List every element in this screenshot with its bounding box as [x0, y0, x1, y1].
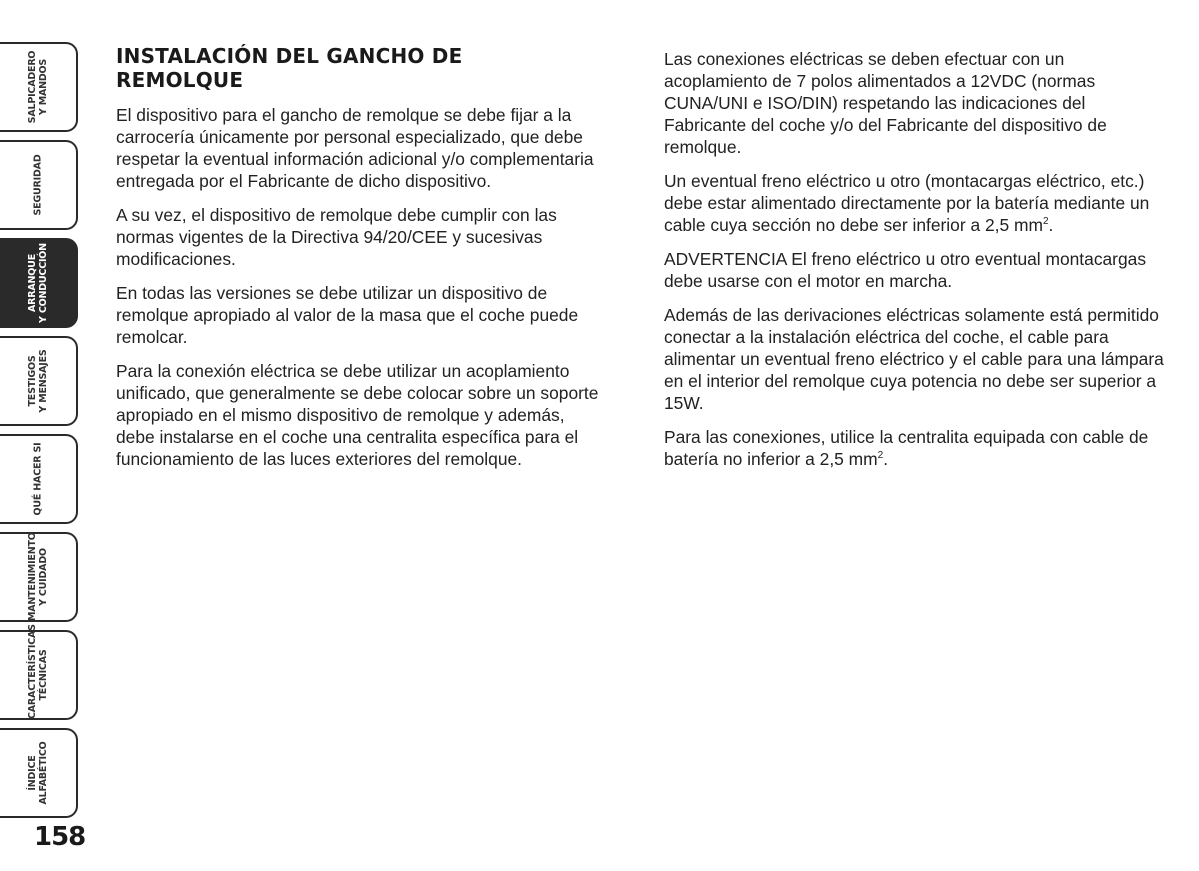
tab-label-line1: MANTENIMIENTO — [27, 532, 38, 621]
paragraph-text: Para las conexiones, utilice la centralita equipada con cable de batería no inferior a 2,5 mm — [664, 427, 1149, 469]
section-title-line2: REMOLQUE — [116, 68, 244, 92]
tab-label-line1: SEGURIDAD — [32, 154, 44, 216]
paragraph: Además de las derivaciones eléctricas solamente está permitido conectar a la instalación eléctrica del coche, el cable para alimentar un eventual freno eléctrico y el cable para una lámpara en el interior del remolque cuya potencia no debe ser superior a 15W. — [664, 305, 1164, 413]
left-column — [116, 44, 606, 482]
warning-paragraph: ADVERTENCIA El freno eléctrico u otro eventual montacargas debe usarse con el motor en marcha. — [664, 249, 1147, 291]
tab-salpicadero[interactable] — [0, 42, 78, 132]
tab-label-line2: Y CONDUCCIÓN — [38, 243, 49, 323]
paragraph-cable-section — [664, 170, 1164, 236]
paragraph: El dispositivo para el gancho de remolque se debe fijar a la carrocería únicamente por personal especializado, que debe respetar la eventual información adicional y/o complementaria entregada por el Fabricante de dicho dispositivo. — [116, 105, 594, 191]
tab-indice[interactable] — [0, 728, 78, 818]
tab-mantenimiento[interactable] — [0, 532, 78, 622]
paragraph: Para la conexión eléctrica se debe utilizar un acoplamiento unificado, que generalmente se debe colocar sobre un soporte apropiado en el mismo dispositivo de remolque y además, debe instalarse en el coche una centralita específica para el funcionamiento de las luces exteriores del remolque. — [116, 361, 599, 469]
section-title — [116, 44, 606, 92]
paragraph: En todas las versiones se debe utilizar un dispositivo de remolque apropiado al valor de la masa que el coche puede remolcar. — [116, 283, 579, 347]
paragraph-end: . — [1048, 215, 1054, 235]
tab-label-line2: TÉCNICAS — [38, 649, 49, 701]
tab-que-hacer-si[interactable] — [0, 434, 78, 524]
superscript: 2 — [877, 450, 884, 462]
page-number: 158 — [34, 822, 86, 852]
tab-caracteristicas[interactable] — [0, 624, 78, 720]
paragraph: Las conexiones eléctricas se deben efectuar con un acoplamiento de 7 polos alimentados a 12VDC (normas CUNA/UNI e ISO/DIN) respetando las indicaciones del Fabricante del coche y/o del Fabricante del dispositivo de remolque. — [664, 49, 1107, 157]
right-column — [664, 48, 1164, 482]
section-title-line1: INSTALACIÓN DEL GANCHO DE — [116, 44, 463, 68]
tab-label-line2: Y MANDOS — [38, 58, 49, 116]
tab-label-line1: TESTIGOS — [27, 355, 38, 407]
paragraph-connections — [664, 426, 1164, 470]
tab-arranque[interactable] — [0, 238, 78, 328]
tab-label-line1: SALPICADERO — [27, 50, 38, 124]
tab-label-line2: ALFABÉTICO — [38, 741, 49, 805]
tab-testigos[interactable] — [0, 336, 78, 426]
superscript: 2 — [1042, 216, 1049, 228]
tab-label-line1: ARRANQUE — [27, 254, 38, 312]
tab-label-line1: ÍNDICE — [27, 755, 38, 791]
tab-label-line2: Y MENSAJES — [38, 349, 49, 413]
tab-seguridad[interactable] — [0, 140, 78, 230]
paragraph-end: . — [883, 449, 889, 469]
paragraph: A su vez, el dispositivo de remolque debe cumplir con las normas vigentes de la Directiva 94/20/CEE y sucesivas modificaciones. — [116, 205, 557, 269]
paragraph-text: Un eventual freno eléctrico u otro (montacargas eléctrico, etc.) debe estar alimentado directamente por la batería mediante un cable cuya sección no debe ser inferior a 2,5 mm — [664, 171, 1150, 235]
tab-label-line1: CARACTERÍSTICAS — [27, 624, 38, 719]
tab-label-line2: Y CUIDADO — [38, 548, 49, 606]
tab-label-line1: QUÉ HACER SI — [32, 442, 44, 516]
